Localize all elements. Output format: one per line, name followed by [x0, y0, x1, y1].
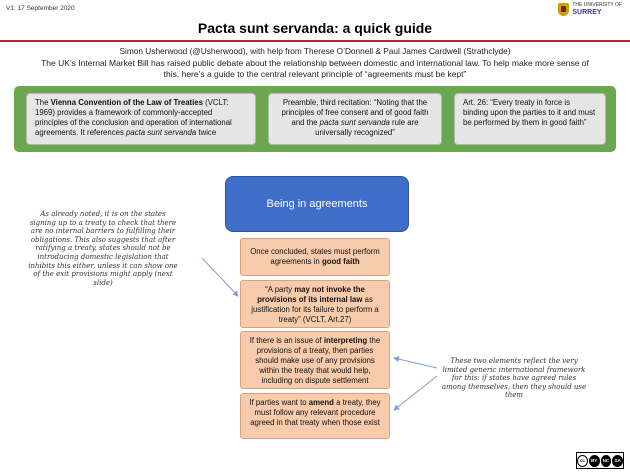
left-annotation: As already noted, it is on the states signing up to a treaty to check that there are no internal barriers to fulfilling their obligations. This also suggests that after ratifying a treaty, states should not be introducing domestic legislation that inhibits this either, unless it can show one of the exit provisions might apply (next slide) — [28, 210, 178, 287]
title-divider — [0, 40, 630, 42]
logo-line2: SURREY — [572, 9, 602, 16]
good-faith-box: Once concluded, states must perform agreements in good faith — [240, 238, 390, 276]
logo-line1: THE UNIVERSITY OF — [572, 2, 622, 8]
sa-icon: SA — [612, 455, 623, 467]
arrow-to-interpreting — [394, 358, 437, 368]
being-in-agreements-heading: Being in agreements — [225, 176, 409, 232]
vclt-intro-box: The Vienna Convention of the Law of Treaties (VCLT: 1969) provides a framework of commonly-accepted principles of the conclusion and operation of international agreements. It references pacta sunt servanda twice — [26, 93, 256, 145]
university-logo — [558, 2, 622, 16]
creative-commons-badge — [576, 452, 624, 469]
authors-line: Simon Usherwood (@Usherwood), with help from Therese O’Donnell & Paul James Cardwell (Strathclyde) — [119, 46, 511, 56]
cc-icon: cc — [577, 455, 588, 467]
intro-text: The UK’s Internal Market Bill has raised public debate about the relationship between domestic and international law. To help make more sense of this, here’s a guide to the central relevant principle of “agreements must be kept” — [41, 58, 589, 79]
vclt-summary-band — [14, 86, 616, 152]
amend-box: If parties want to amend a treaty, they must follow any relevant procedure agreed in that treaty when those exist — [240, 393, 390, 439]
right-annotation: These two elements reflect the very limited generic international framework for this: if states have agreed rules among themselves, then they should use them — [441, 357, 587, 400]
version-label: V1: 17 September 2020 — [6, 5, 75, 12]
crest-icon — [558, 3, 569, 16]
interpreting-box: If there is an issue of interpreting the provisions of a treaty, then parties should make use of any provisions within the treaty that would help, including on dispute settlement — [240, 331, 390, 389]
arrow-to-internal-law — [202, 258, 238, 296]
page-title: Pacta sunt servanda: a quick guide — [197, 20, 433, 36]
internal-law-box: “A party may not invoke the provisions of its internal law as justification for its failure to perform a treaty” (VCLT, Art.27) — [240, 280, 390, 328]
nc-icon: NC — [601, 455, 612, 467]
arrow-to-amend — [394, 376, 437, 410]
article-26-box: Art. 26: “Every treaty in force is binding upon the parties to it and must be performed by them in good faith” — [454, 93, 606, 145]
preamble-box: Preamble, third recitation: “Noting that the principles of free consent and of good faith and the pacta sunt servanda rule are universally recognized” — [268, 93, 442, 145]
by-icon: BY — [589, 455, 600, 467]
